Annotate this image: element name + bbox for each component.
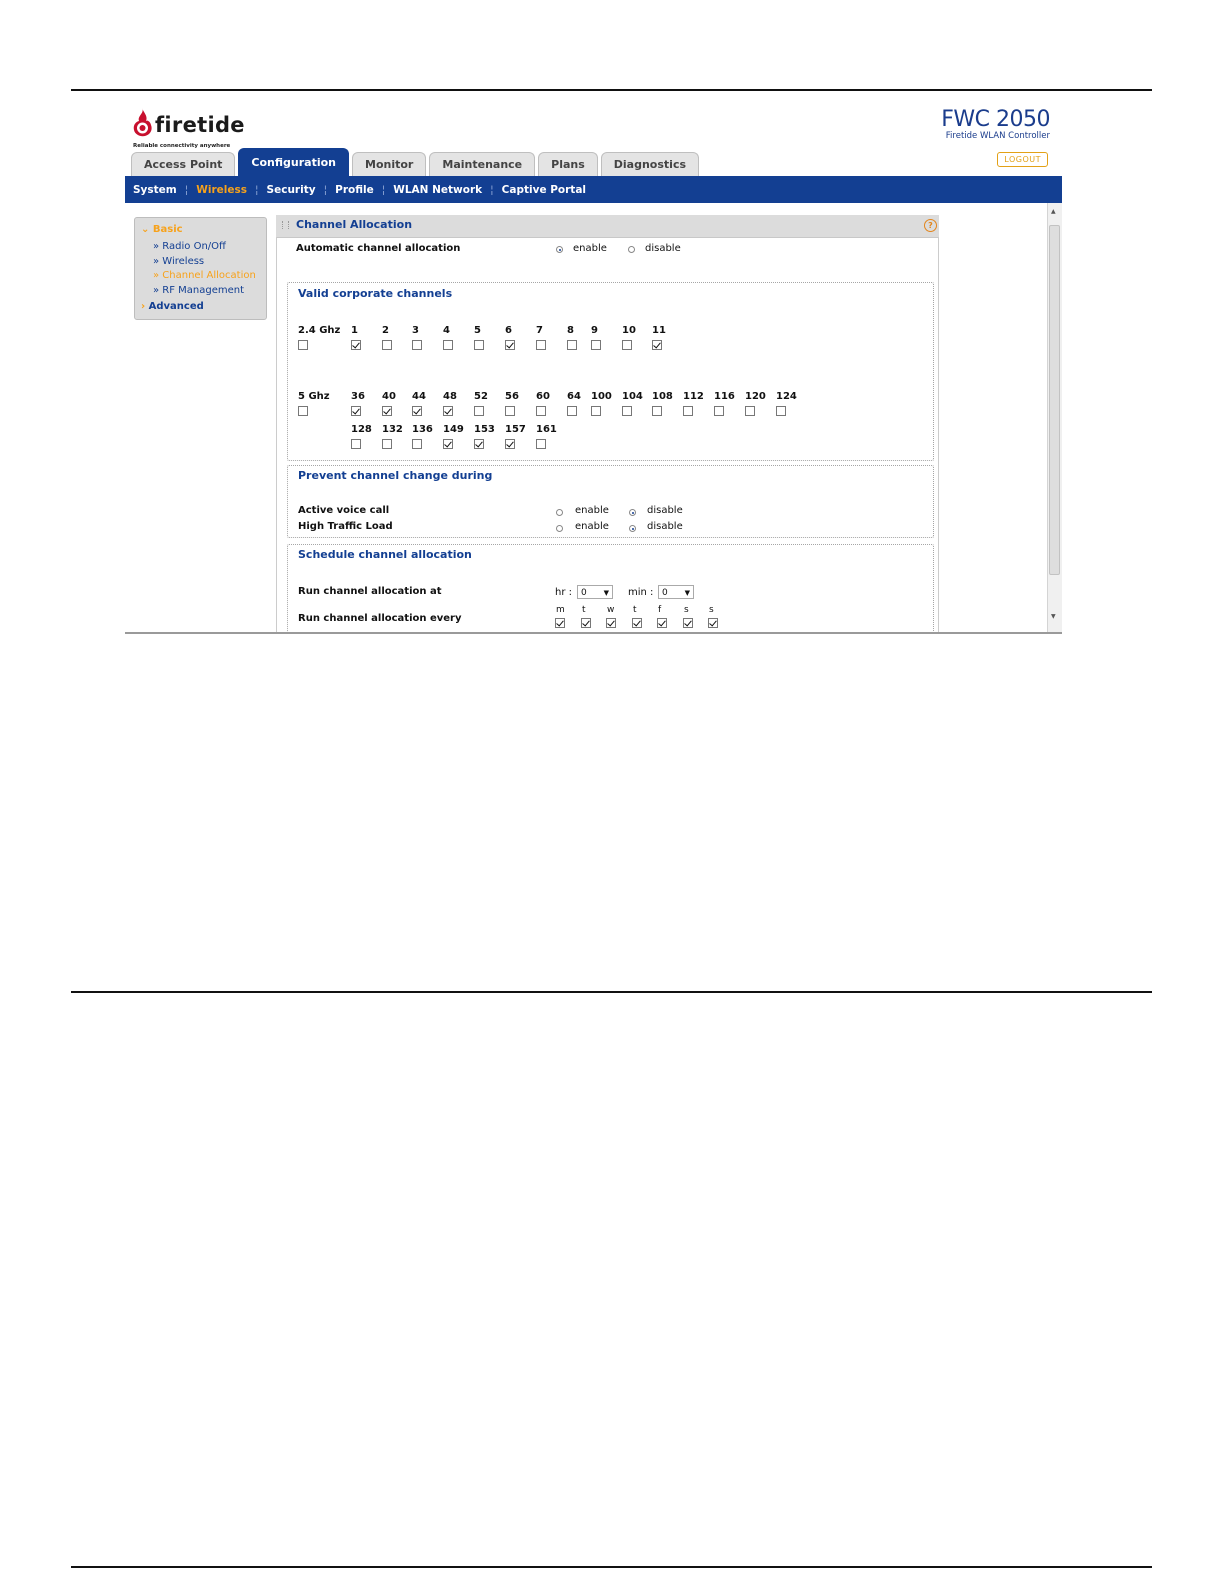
auto-disable-radio[interactable] (628, 246, 635, 253)
weekday-checkbox[interactable] (683, 618, 693, 628)
subnav-wlan-network[interactable]: WLAN Network (393, 183, 483, 196)
panel-header (276, 215, 939, 238)
weekday-label: f (658, 605, 662, 615)
channel-label: 8 (567, 325, 574, 336)
traffic-enable-radio[interactable] (556, 525, 563, 532)
channel-label: 112 (683, 391, 704, 402)
scrollbar-thumb[interactable] (1049, 225, 1060, 575)
hour-select[interactable] (577, 585, 613, 599)
tab-configuration[interactable]: Configuration (238, 148, 349, 176)
channel-label: 36 (351, 391, 365, 402)
subnav-wireless[interactable]: Wireless (196, 183, 247, 196)
subnav-profile[interactable]: Profile (335, 183, 374, 196)
subnav-separator: ¦ (255, 183, 259, 196)
browser-screenshot (125, 99, 1062, 634)
band-5-label: 5 Ghz (298, 391, 330, 402)
content-area (125, 203, 1062, 634)
traffic-disable-radio[interactable] (629, 525, 636, 532)
product-title (941, 107, 1050, 141)
screenshot-bottom-edge (125, 632, 1062, 634)
top-page-rule (71, 89, 1152, 91)
channel-6-checkbox[interactable] (505, 340, 515, 350)
run-every-label: Run channel allocation every (298, 613, 462, 624)
channel-label: 149 (443, 424, 464, 435)
subnav-system[interactable]: System (133, 183, 177, 196)
weekday-label: t (582, 605, 586, 615)
dropdown-arrow-icon: ▼ (684, 589, 690, 597)
channel-120-checkbox[interactable] (745, 406, 755, 416)
channel-4-checkbox[interactable] (443, 340, 453, 350)
channel-3-checkbox[interactable] (412, 340, 422, 350)
channel-label: 3 (412, 325, 419, 336)
main-tabs (131, 149, 702, 176)
band-5-all-checkbox[interactable] (298, 406, 308, 416)
channel-132-checkbox[interactable] (382, 439, 392, 449)
channel-label: 9 (591, 325, 598, 336)
channel-label: 108 (652, 391, 673, 402)
channel-label: 104 (622, 391, 643, 402)
channel-label: 128 (351, 424, 372, 435)
app-header (125, 99, 1062, 176)
channel-56-checkbox[interactable] (505, 406, 515, 416)
channel-8-checkbox[interactable] (567, 340, 577, 350)
sidebar-item-rf-management[interactable]: » RF Management (153, 285, 245, 296)
active-voice-call-label: Active voice call (298, 505, 390, 516)
schedule-title: Schedule channel allocation (298, 548, 472, 561)
weekday-checkbox[interactable] (555, 618, 565, 628)
channel-1-checkbox[interactable] (351, 340, 361, 350)
logo-wordmark: firetide (155, 113, 245, 137)
channel-label: 44 (412, 391, 426, 402)
weekday-label: s (684, 605, 689, 615)
tab-access-point[interactable]: Access Point (131, 152, 235, 176)
channel-64-checkbox[interactable] (567, 406, 577, 416)
channel-label: 157 (505, 424, 526, 435)
valid-channels-title: Valid corporate channels (298, 287, 453, 300)
subnav-separator: ¦ (184, 183, 189, 196)
channel-36-checkbox[interactable] (351, 406, 361, 416)
channel-label: 124 (776, 391, 797, 402)
help-icon[interactable]: ? (924, 219, 937, 232)
auto-enable-label: enable (573, 243, 607, 254)
channel-2-checkbox[interactable] (382, 340, 392, 350)
channel-136-checkbox[interactable] (412, 439, 422, 449)
minute-label: min : (628, 587, 654, 598)
weekday-label: m (556, 605, 565, 615)
voice-disable-radio[interactable] (629, 509, 636, 516)
weekday-checkbox[interactable] (632, 618, 642, 628)
minute-value: 0 (662, 588, 668, 598)
channel-116-checkbox[interactable] (714, 406, 724, 416)
hour-label: hr : (555, 587, 572, 598)
prevent-change-group (287, 465, 934, 538)
auto-enable-radio[interactable] (556, 246, 563, 253)
channel-label: 7 (536, 325, 543, 336)
channel-52-checkbox[interactable] (474, 406, 484, 416)
channel-157-checkbox[interactable] (505, 439, 515, 449)
subnav-security[interactable]: Security (266, 183, 316, 196)
tab-plans[interactable]: Plans (538, 152, 598, 176)
channel-104-checkbox[interactable] (622, 406, 632, 416)
scroll-down-icon[interactable]: ▼ (1051, 613, 1056, 620)
panel-title: Channel Allocation (296, 218, 413, 231)
voice-disable-label: disable (647, 505, 683, 516)
tab-maintenance[interactable]: Maintenance (429, 152, 535, 176)
logout-button[interactable]: LOGOUT (997, 152, 1048, 167)
weekday-label: w (607, 605, 615, 615)
channel-112-checkbox[interactable] (683, 406, 693, 416)
sidebar-item-radio-on-off[interactable]: » Radio On/Off (153, 241, 226, 252)
channel-label: 136 (412, 424, 433, 435)
run-at-label: Run channel allocation at (298, 586, 442, 597)
sidebar-item-wireless[interactable]: » Wireless (153, 256, 205, 267)
weekday-label: t (633, 605, 637, 615)
channel-label: 52 (474, 391, 488, 402)
weekday-label: s (709, 605, 714, 615)
hour-value: 0 (581, 588, 587, 598)
schedule-group (287, 544, 934, 634)
channel-label: 11 (652, 325, 666, 336)
channel-44-checkbox[interactable] (412, 406, 422, 416)
bottom-page-rule (71, 991, 1152, 993)
channel-40-checkbox[interactable] (382, 406, 392, 416)
channel-7-checkbox[interactable] (536, 340, 546, 350)
scroll-up-icon[interactable]: ▲ (1051, 208, 1056, 215)
logo-tagline: Reliable connectivity anywhere (133, 143, 231, 149)
channel-label: 132 (382, 424, 403, 435)
prevent-change-title: Prevent channel change during (298, 469, 493, 482)
channel-label: 153 (474, 424, 495, 435)
sidebar-item-channel-allocation[interactable]: » Channel Allocation (153, 270, 256, 281)
vertical-scrollbar[interactable] (1047, 203, 1062, 634)
channel-108-checkbox[interactable] (652, 406, 662, 416)
channel-149-checkbox[interactable] (443, 439, 453, 449)
channel-label: 116 (714, 391, 735, 402)
product-subtitle: Firetide WLAN Controller (945, 131, 1050, 141)
channel-label: 48 (443, 391, 457, 402)
channel-label: 5 (474, 325, 481, 336)
tab-monitor[interactable]: Monitor (352, 152, 426, 176)
auto-disable-label: disable (645, 243, 681, 254)
channel-5-checkbox[interactable] (474, 340, 484, 350)
channel-label: 4 (443, 325, 450, 336)
subnav-separator: ¦ (381, 183, 386, 196)
flame-logo-icon (131, 107, 153, 137)
dropdown-arrow-icon: ▼ (603, 589, 609, 597)
tab-diagnostics[interactable]: Diagnostics (601, 152, 699, 176)
sidebar-advanced[interactable] (141, 301, 204, 312)
weekday-checkbox[interactable] (657, 618, 667, 628)
voice-enable-label: enable (575, 505, 609, 516)
channel-label: 100 (591, 391, 612, 402)
traffic-enable-label: enable (575, 521, 609, 532)
sidebar-basic-label: Basic (152, 224, 183, 235)
chevron-down-icon: ⌄ (141, 224, 150, 235)
sidebar-basic[interactable] (141, 224, 183, 235)
channel-100-checkbox[interactable] (591, 406, 601, 416)
channel-allocation-panel (276, 215, 939, 634)
subnav-captive-portal[interactable]: Captive Portal (501, 183, 587, 196)
channel-label: 60 (536, 391, 550, 402)
weekday-checkbox[interactable] (708, 618, 718, 628)
channel-label: 120 (745, 391, 766, 402)
channel-161-checkbox[interactable] (536, 439, 546, 449)
minute-select[interactable] (658, 585, 694, 599)
channel-124-checkbox[interactable] (776, 406, 786, 416)
channel-153-checkbox[interactable] (474, 439, 484, 449)
channel-label: 1 (351, 325, 358, 336)
channel-label: 6 (505, 325, 512, 336)
voice-enable-radio[interactable] (556, 509, 563, 516)
chevron-right-icon: › (141, 301, 146, 312)
sub-navigation (125, 176, 1062, 203)
channel-48-checkbox[interactable] (443, 406, 453, 416)
channel-label: 10 (622, 325, 636, 336)
product-model: FWC 2050 (941, 107, 1050, 132)
subnav-separator: ¦ (323, 183, 328, 196)
drag-grip-icon (282, 221, 289, 229)
channel-60-checkbox[interactable] (536, 406, 546, 416)
channel-label: 2 (382, 325, 389, 336)
channel-label: 56 (505, 391, 519, 402)
channel-label: 40 (382, 391, 396, 402)
subnav-separator: ¦ (490, 183, 494, 196)
band-24-label: 2.4 Ghz (298, 325, 341, 336)
valid-channels-group (287, 282, 934, 461)
channel-label: 64 (567, 391, 581, 402)
channel-11-checkbox[interactable] (652, 340, 662, 350)
channel-10-checkbox[interactable] (622, 340, 632, 350)
footer-page-rule (71, 1566, 1152, 1568)
weekday-checkbox[interactable] (581, 618, 591, 628)
band-24-all-checkbox[interactable] (298, 340, 308, 350)
weekday-checkbox[interactable] (606, 618, 616, 628)
channel-9-checkbox[interactable] (591, 340, 601, 350)
channel-128-checkbox[interactable] (351, 439, 361, 449)
auto-allocation-label: Automatic channel allocation (296, 243, 461, 254)
channel-label: 161 (536, 424, 557, 435)
high-traffic-load-label: High Traffic Load (298, 521, 393, 532)
traffic-disable-label: disable (647, 521, 683, 532)
sidebar-advanced-label: Advanced (148, 301, 204, 312)
left-sidebar (134, 217, 267, 320)
